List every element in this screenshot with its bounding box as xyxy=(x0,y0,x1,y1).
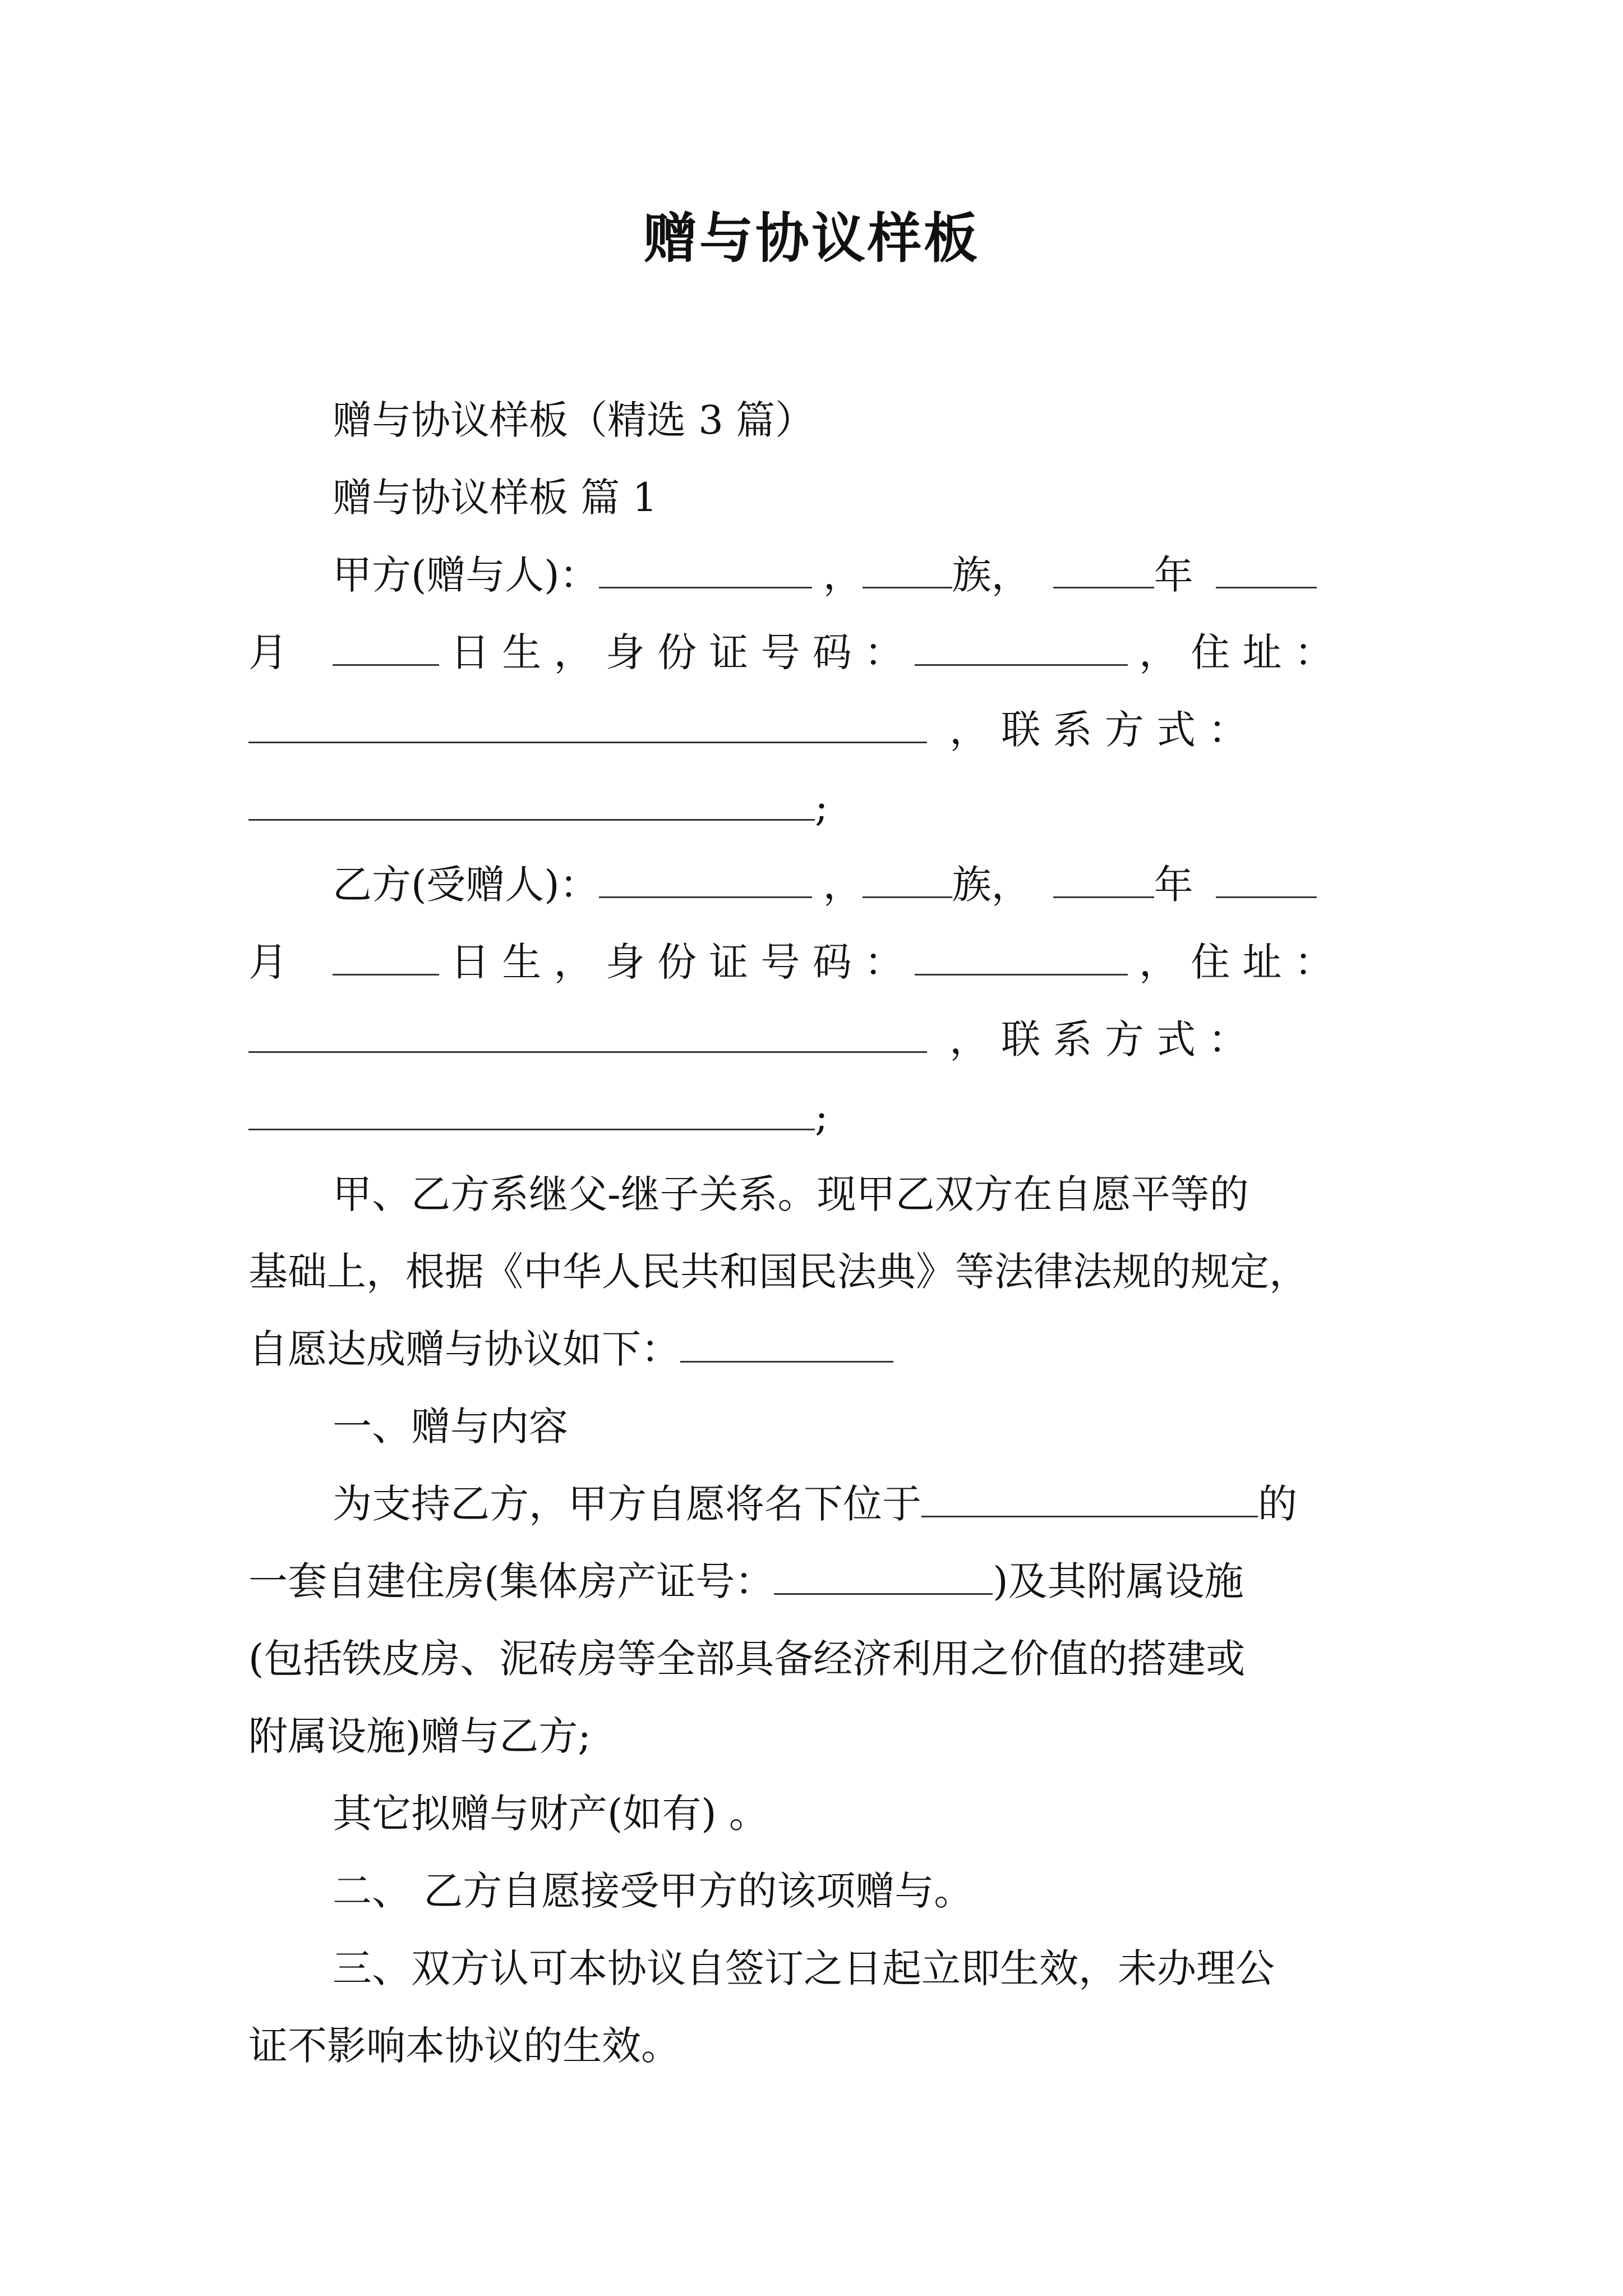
agreement-blank xyxy=(680,1322,893,1363)
party-b-contact-label: ， 联 系 方 式 ： xyxy=(949,1016,1248,1062)
party-b-line-2 xyxy=(248,923,1389,1001)
party-a-month-blank xyxy=(1216,547,1317,588)
section-heading: 赠与协议样板 篇 1 xyxy=(333,475,658,521)
party-b-nation-blank xyxy=(863,857,952,898)
clause-3-line-1: 三、双方认可本协议自签订之日起立即生效，未办理公 xyxy=(333,1945,1275,1991)
party-b-nation-suffix: 族， xyxy=(952,862,1031,908)
party-a-month-prefix: 月 xyxy=(248,629,288,675)
clause-1-line-2-start: 一套自建住房(集体房产证号： xyxy=(248,1558,774,1604)
party-a-name-blank xyxy=(599,547,812,588)
comma: ， xyxy=(823,862,863,908)
clause-1-heading: 一、赠与内容 xyxy=(333,1404,568,1450)
clause-1-line-2 xyxy=(248,1543,1389,1620)
party-a-line-1 xyxy=(248,536,1389,614)
party-b-year-blank xyxy=(1053,857,1154,898)
party-b-year-suffix: 年 xyxy=(1154,862,1193,908)
party-b-end: ; xyxy=(815,1094,828,1140)
party-a-end: ; xyxy=(815,784,828,830)
clause-1-line-1-start: 为支持乙方，甲方自愿将名下位于 xyxy=(333,1481,921,1527)
certificate-number-blank xyxy=(774,1554,993,1595)
other-property: 其它拟赠与财产(如有) 。 xyxy=(333,1791,768,1837)
party-b-month-prefix: 月 xyxy=(248,939,288,985)
party-a-id-blank xyxy=(915,625,1128,666)
party-b-line-1 xyxy=(248,846,1389,923)
party-b-line-4 xyxy=(248,1078,1389,1156)
party-b-label: 乙方(受赠人)： xyxy=(333,862,599,908)
party-a-line-3 xyxy=(248,691,1389,769)
clause-1-line-2-end: )及其附属设施 xyxy=(993,1558,1244,1604)
party-a-day-blank xyxy=(333,625,439,666)
party-a-line-2 xyxy=(248,614,1389,691)
party-b-month-blank xyxy=(1216,857,1317,898)
party-b-address-label: ， 住 址 ： xyxy=(1139,939,1334,985)
intro-line-3 xyxy=(248,1310,1389,1388)
party-b-day-blank xyxy=(333,935,439,976)
intro-line-3-text: 自愿达成赠与协议如下： xyxy=(248,1326,680,1372)
clause-1-line-4: 附属设施)赠与乙方; xyxy=(248,1713,591,1759)
clause-3-line-2: 证不影响本协议的生效。 xyxy=(248,2023,680,2069)
intro-line-1: 甲、乙方系继父-继子关系。现甲乙双方在自愿平等的 xyxy=(333,1171,1249,1217)
document-body xyxy=(248,381,1389,2085)
intro-line-2: 基础上，根据《中华人民共和国民法典》等法律法规的规定， xyxy=(248,1249,1308,1295)
party-b-contact-blank xyxy=(248,1089,815,1130)
party-b-line-3 xyxy=(248,1001,1389,1078)
clause-1-line-1 xyxy=(248,1465,1389,1543)
party-b-address-blank xyxy=(248,1012,927,1053)
party-a-line-4 xyxy=(248,769,1389,846)
location-blank xyxy=(921,1476,1258,1517)
party-a-address-label: ， 住 址 ： xyxy=(1139,629,1334,675)
document-title: 赠与协议样板 xyxy=(643,207,980,270)
party-a-label: 甲方(赠与人)： xyxy=(333,552,599,598)
party-b-id-blank xyxy=(915,935,1128,976)
clause-2: 二、 乙方自愿接受甲方的该项赠与。 xyxy=(333,1868,974,1914)
party-b-day-id-text: 日 生 ， 身 份 证 号 码 ： xyxy=(450,939,904,985)
party-a-nation-suffix: 族， xyxy=(952,552,1031,598)
party-a-contact-label: ， 联 系 方 式 ： xyxy=(949,707,1248,753)
clause-1-line-1-end: 的 xyxy=(1258,1481,1297,1527)
party-a-day-id-text: 日 生 ， 身 份 证 号 码 ： xyxy=(450,629,904,675)
party-a-year-suffix: 年 xyxy=(1154,552,1193,598)
party-a-nation-blank xyxy=(863,547,952,588)
party-a-address-blank xyxy=(248,702,927,743)
comma: ， xyxy=(823,552,863,598)
clause-1-line-3: (包括铁皮房、泥砖房等全部具备经济利用之价值的搭建或 xyxy=(248,1636,1246,1682)
party-a-contact-blank xyxy=(248,780,815,821)
party-b-name-blank xyxy=(599,857,812,898)
party-a-year-blank xyxy=(1053,547,1154,588)
subtitle: 赠与协议样板（精选 3 篇） xyxy=(333,397,815,443)
